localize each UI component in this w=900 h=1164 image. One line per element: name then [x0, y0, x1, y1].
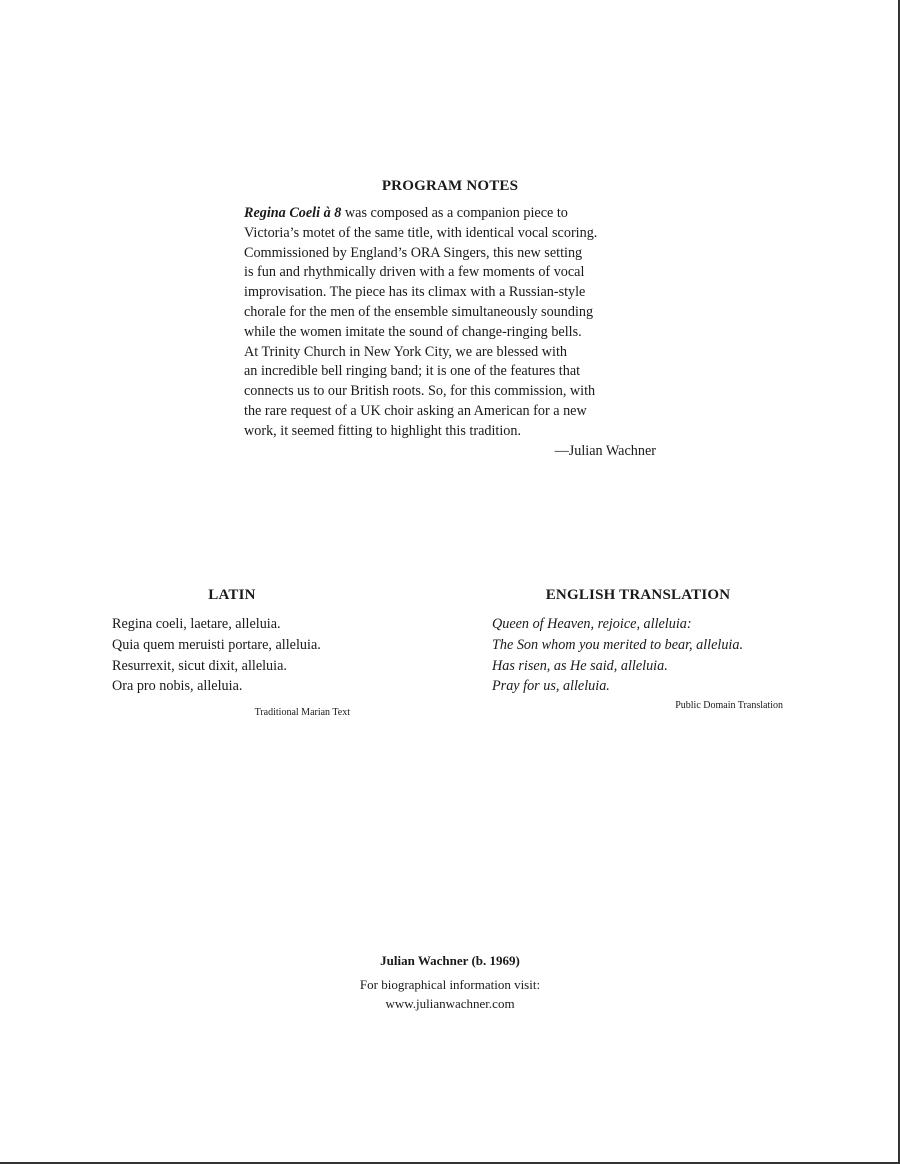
- notes-line-1-text: was composed as a companion piece to: [341, 205, 568, 221]
- english-translation-heading: ENGLISH TRANSLATION: [545, 587, 731, 603]
- latin-line: Resurrexit, sicut dixit, alleluia.: [112, 657, 287, 674]
- english-attribution: Public Domain Translation: [675, 700, 783, 711]
- latin-text: [112, 614, 321, 697]
- notes-line: chorale for the men of the ensemble simultaneously sounding: [244, 303, 594, 320]
- notes-line: while the women imitate the sound of change-ringing bells.: [244, 323, 582, 340]
- english-line: Pray for us, alleluia.: [492, 678, 610, 695]
- notes-line: At Trinity Church in New York City, we are blessed with: [244, 343, 568, 360]
- composer-name: Julian Wachner (b. 1969): [380, 953, 520, 968]
- notes-line: connects us to our British roots. So, for this commission, with: [244, 383, 596, 400]
- notes-line: an incredible bell ringing band; it is one of the features that: [244, 363, 581, 380]
- program-notes-heading: PROGRAM NOTES: [381, 178, 519, 194]
- latin-attribution: Traditional Marian Text: [254, 707, 350, 718]
- latin-line: Regina coeli, laetare, alleluia.: [112, 616, 281, 632]
- latin-line: Ora pro nobis, alleluia.: [112, 678, 243, 695]
- english-text: [492, 614, 743, 697]
- notes-line: the rare request of a UK choir asking an American for a new: [244, 402, 587, 419]
- notes-line: Victoria’s motet of the same title, with identical vocal scoring.: [244, 224, 598, 241]
- latin-heading: LATIN: [208, 587, 256, 603]
- latin-line: Quia quem meruisti portare, alleluia.: [112, 636, 321, 653]
- work-title: Regina Coeli à 8: [244, 205, 342, 221]
- bio-info: For biographical information visit:: [359, 977, 541, 992]
- notes-line: is fun and rhythmically driven with a few moments of vocal: [244, 264, 585, 281]
- notes-line: work, it seemed fitting to highlight this tradition.: [244, 422, 522, 439]
- notes-signature: —Julian Wachner: [554, 443, 656, 459]
- english-line: The Son whom you merited to bear, alleluia.: [492, 636, 744, 653]
- english-line: Has risen, as He said, alleluia.: [492, 657, 668, 674]
- bio-url: www.julianwachner.com: [385, 996, 515, 1011]
- notes-line: Commissioned by England’s ORA Singers, this new setting: [244, 244, 583, 261]
- english-line: Queen of Heaven, rejoice, alleluia:: [492, 616, 692, 632]
- program-notes-body: [244, 204, 664, 442]
- notes-line-1: [244, 204, 664, 224]
- notes-line: improvisation. The piece has its climax with a Russian-style: [244, 284, 586, 301]
